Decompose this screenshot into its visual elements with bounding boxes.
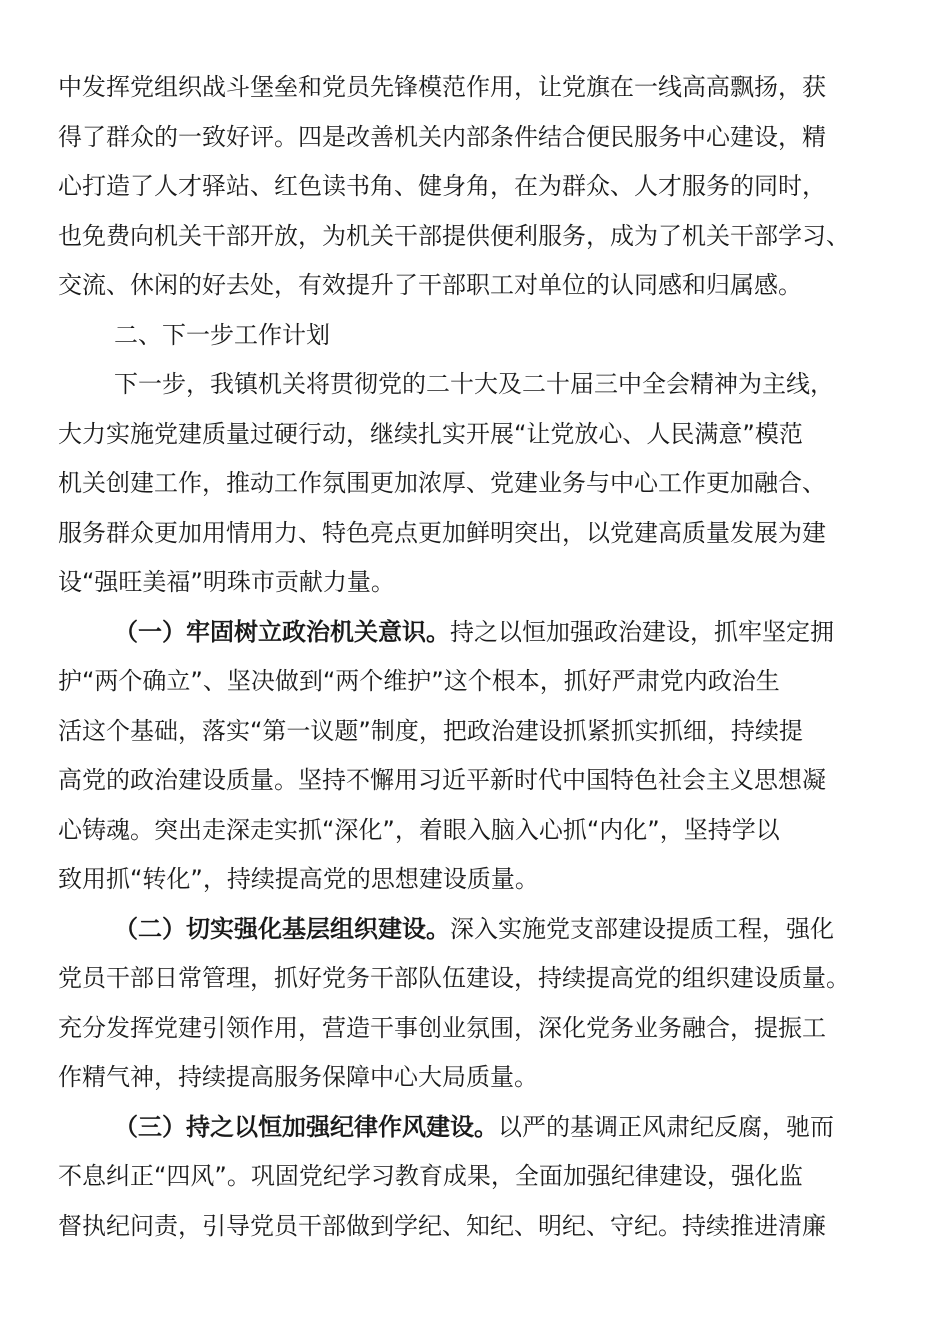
plan-line: 下一步，我镇机关将贯彻党的二十大及二十届三中全会精神为主线， xyxy=(114,370,834,398)
item2-line: 作精气神，持续提高服务保障中心大局质量。 xyxy=(58,1063,538,1091)
item2-first-line xyxy=(58,905,890,955)
item2-heading: （二）切实强化基层组织建设。 xyxy=(114,914,450,943)
item1-first-rest: 持之以恒加强政治建设，抓牢坚定拥 xyxy=(450,617,834,646)
document-page xyxy=(58,63,890,1251)
plan-line: 机关创建工作，推动工作氛围更加浓厚、党建业务与中心工作更加融合、 xyxy=(58,469,826,497)
text-line: 中发挥党组织战斗堡垒和党员先锋模范作用，让党旗在一线高高飘扬，获 xyxy=(58,73,826,101)
item3-line: 督执纪问责，引导党员干部做到学纪、知纪、明纪、守纪。持续推进清廉 xyxy=(58,1211,826,1240)
plan-line: 设“强旺美福”明珠市贡献力量。 xyxy=(58,568,395,596)
item1-line: 高党的政治建设质量。坚持不懈用习近平新时代中国特色社会主义思想凝 xyxy=(58,766,826,794)
text-line: 也免费向机关干部开放，为机关干部提供便利服务，成为了机关干部学习、 xyxy=(58,221,850,250)
text-line: 心打造了人才驿站、红色读书角、健身角，在为群众、人才服务的同时， xyxy=(58,172,826,200)
item1-line: 活这个基础，落实“第一议题”制度，把政治建设抓紧抓实抓细，持续提 xyxy=(58,716,803,745)
item1-heading: （一）牢固树立政治机关意识。 xyxy=(114,617,450,646)
section-title: 二、下一步工作计划 xyxy=(114,320,330,349)
item1-first-line xyxy=(58,608,890,658)
item2-first-rest: 深入实施党支部建设提质工程，强化 xyxy=(450,914,834,943)
item2-line: 党员干部日常管理，抓好党务干部队伍建设，持续提高党的组织建设质量。 xyxy=(58,964,850,992)
plan-line: 服务群众更加用情用力、特色亮点更加鲜明突出，以党建高质量发展为建 xyxy=(58,518,826,547)
text-line: 交流、休闲的好去处，有效提升了干部职工对单位的认同感和归属感。 xyxy=(58,271,802,299)
item3-heading: （三）持之以恒加强纪律作风建设。 xyxy=(114,1112,498,1141)
item3-line: 不息纠正“四风”。巩固党纪学习教育成果，全面加强纪律建设，强化监 xyxy=(58,1162,803,1190)
plan-line: 大力实施党建质量过硬行动，继续扎实开展“让党放心、人民满意”模范 xyxy=(58,419,803,448)
item1-line: 心铸魂。突出走深走实抓“深化”，着眼入脑入心抓“内化”，坚持学以 xyxy=(58,815,780,844)
item3-first-rest: 以严的基调正风肃纪反腐，驰而 xyxy=(498,1112,834,1141)
item2-line: 充分发挥党建引领作用，营造干事创业氛围，深化党务业务融合，提振工 xyxy=(58,1013,826,1042)
text-line: 得了群众的一致好评。四是改善机关内部条件结合便民服务中心建设，精 xyxy=(58,122,826,151)
item1-line: 护“两个确立”、坚决做到“两个维护”这个根本，抓好严肃党内政治生 xyxy=(58,667,780,695)
item3-first-line xyxy=(58,1103,890,1153)
item1-line: 致用抓“转化”，持续提高党的思想建设质量。 xyxy=(58,865,539,893)
